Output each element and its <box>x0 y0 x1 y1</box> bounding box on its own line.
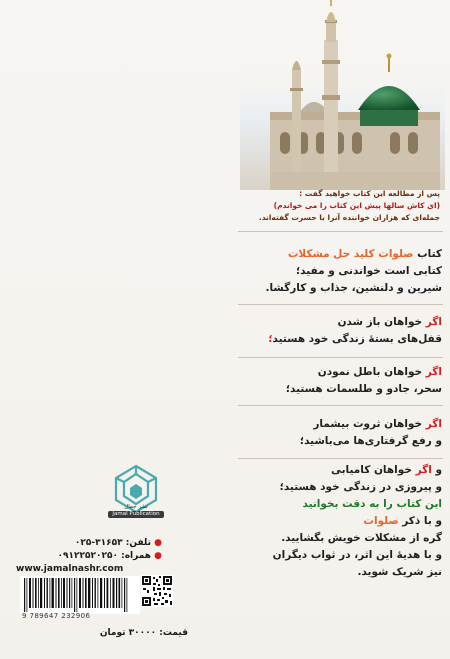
isbn-number: 9 789647 232906 <box>22 612 91 620</box>
section-4-line-4 <box>210 513 442 530</box>
jamal-publication-logo <box>108 462 164 522</box>
section-4-line-1 <box>210 462 442 479</box>
mosque-image <box>240 0 445 190</box>
agar-word: اگر <box>425 316 442 328</box>
section-1-end: ؛ <box>268 333 273 345</box>
agar-word: اگر <box>415 464 432 476</box>
section-3-line-1 <box>210 416 442 433</box>
quote-line-3: جمله‌ای که هزاران خواننده آنرا با حسرت گفته‌اند. <box>258 213 440 222</box>
publisher-name-en: Jamal Publication <box>108 511 164 518</box>
contact-info <box>12 537 162 576</box>
phone-text: تلفن: ۳۱۶۵۳-۰۲۵ <box>74 538 151 548</box>
salawat-word: صلوات <box>363 515 399 527</box>
isbn-barcode <box>20 576 140 614</box>
publisher-name-fa: نشر جمال <box>124 504 148 510</box>
intro-line-1 <box>210 246 442 263</box>
section-4-line-6: و با هدیهٔ این اثر، در ثواب دیگران <box>272 549 442 561</box>
section-4-line-7: نیز شریک شوید. <box>357 566 442 578</box>
section-4-line-2: و پیروزی در زندگی خود هستید؛ <box>279 481 442 493</box>
phone-line <box>12 537 162 550</box>
section-3 <box>210 416 442 450</box>
section-2 <box>210 364 442 398</box>
qr-code <box>141 575 173 607</box>
bullet-icon: ● <box>151 551 162 561</box>
mobile-text: همراه: ۰۹۱۲۲۵۲۰۲۵۰ <box>57 551 151 561</box>
and-word: و <box>431 464 442 476</box>
divider <box>238 357 443 358</box>
section-4 <box>210 462 442 581</box>
intro-line-3: شیرین و دلنشین، جذاب و کارگشا. <box>265 282 442 294</box>
section-1-line-1 <box>210 314 442 331</box>
bullet-icon: ● <box>151 538 162 548</box>
section-1-heading: خواهان باز شدن <box>337 316 426 328</box>
divider <box>238 458 443 459</box>
price: قیمت: ۳۰۰۰۰ تومان <box>99 628 188 638</box>
quote-line-2: (ای کاش سالها پیش این کتاب را می خواندم) <box>273 201 440 210</box>
section-4-heading: خواهان کامیابی <box>330 464 416 476</box>
section-1-text: قفل‌های بستهٔ زندگی خود هستید <box>272 333 442 345</box>
section-1 <box>210 314 442 348</box>
agar-word: اگر <box>425 418 442 430</box>
with-dhikr: و با ذکر <box>398 515 442 527</box>
reader-quote <box>240 188 440 224</box>
intro-line-2: کتابی است خواندنی و مفید؛ <box>295 265 442 277</box>
section-2-line-1 <box>210 364 442 381</box>
agar-word: اگر <box>425 366 442 378</box>
section-4-line-3: این کتاب را به دقت بخوانید <box>302 498 442 510</box>
section-2-line-2: سحر، جادو و طلسمات هستید؛ <box>285 383 442 395</box>
section-1-line-2 <box>210 331 442 348</box>
divider <box>238 304 443 305</box>
mobile-line <box>12 550 162 563</box>
section-3-heading: خواهان ثروت بیشمار <box>313 418 426 430</box>
section-2-heading: خواهان باطل نمودن <box>317 366 426 378</box>
divider <box>238 231 443 232</box>
section-4-line-5: گره از مشکلات خویش بگشایید. <box>281 532 442 544</box>
quote-line-1: پس از مطالعه این کتاب خواهید گفت : <box>299 189 440 198</box>
book-title: صلوات کلید حل مشکلات <box>287 248 414 260</box>
website-url[interactable]: www.jamalnashr.com <box>16 564 124 574</box>
intro-block <box>210 246 442 297</box>
mosque-illustration <box>240 0 445 190</box>
intro-prefix: کتاب <box>413 248 442 260</box>
divider <box>238 405 443 406</box>
section-3-line-2: و رفع گرفتاری‌ها می‌باشید؛ <box>299 435 442 447</box>
